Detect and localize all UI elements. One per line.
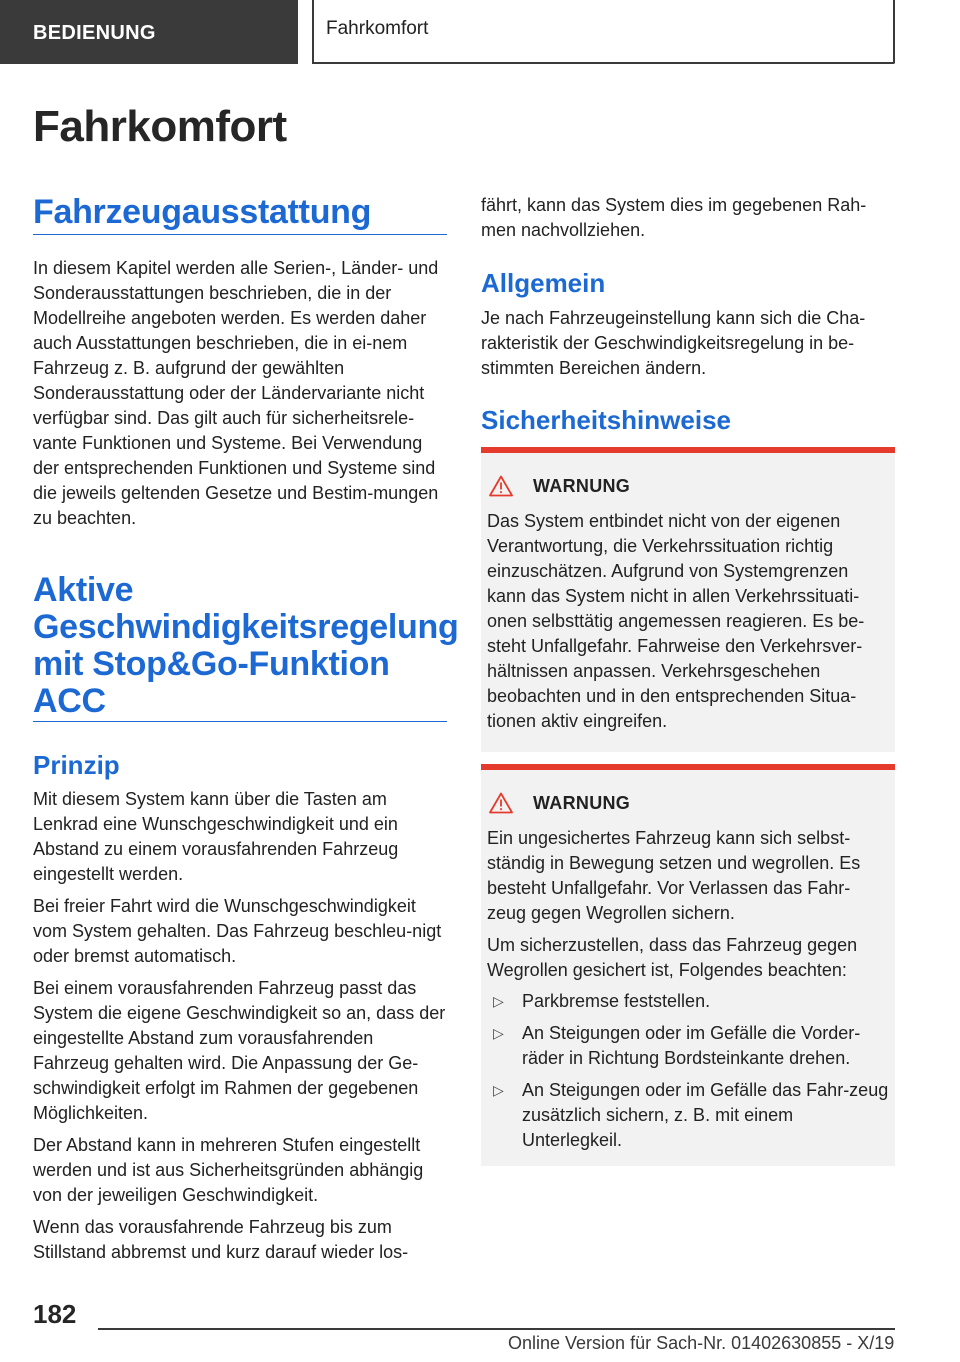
footer-online-version: Online Version für Sach-Nr. 01402630855 - X/19 <box>508 1333 895 1353</box>
header-section-label: BEDIENUNG <box>33 22 156 44</box>
warning-title: WARNUNG <box>533 792 631 813</box>
heading-sicherheitshinweise: Sicherheitshinweise <box>481 405 731 435</box>
heading-rule <box>33 234 447 235</box>
paragraph-prinzip-4: Der Abstand kann in mehreren Stufen eingestellt werden und ist aus Sicherheitsgründen abhängig von der jeweiligen Geschwindigkeit. <box>33 1135 424 1205</box>
heading-rule <box>33 721 447 722</box>
warning-text: Das System entbindet nicht von der eigenen Verantwortung, die Verkehrssituation richtig einzuschätzen. Aufgrund von Systemgrenzen kann das System nicht in allen Verkehrssituati-onen selbsttätig angemessen reagieren. Es be-steht Unfallgefahr. Fahrweise den Verkehrsver-hältnissen anpassen. Verkehrsgeschehen beobachten und in den entsprechenden Situa-tionen aktiv eingreifen. <box>487 511 865 731</box>
header-chapter-tab <box>312 0 895 64</box>
warning-triangle-icon <box>489 475 513 497</box>
bullet-triangle-icon: ▷ <box>493 1025 504 1041</box>
bullet-triangle-icon: ▷ <box>493 1082 504 1098</box>
list-item-text: An Steigungen oder im Gefälle das Fahr-zeug zusätzlich sichern, z. B. mit einem Unterlegkeil. <box>522 1080 889 1150</box>
paragraph-prinzip-2: Bei freier Fahrt wird die Wunschgeschwindigkeit vom System gehalten. Das Fahrzeug beschleu-nigt oder bremst automatisch. <box>33 896 442 966</box>
warning-text-2: Um sicherzustellen, dass das Fahrzeug gegen Wegrollen gesichert ist, Folgendes beachten: <box>487 935 858 980</box>
header-chapter-label: Fahrkomfort <box>326 18 429 39</box>
warning-triangle-icon <box>489 792 513 814</box>
paragraph-continued: fährt, kann das System dies im gegebenen Rah-men nachvollziehen. <box>481 195 867 240</box>
footer-rule <box>98 1328 895 1330</box>
page-number: 182 <box>33 1299 77 1329</box>
warning-text-1: Ein ungesichertes Fahrzeug kann sich selbst-ständig in Bewegung setzen und wegrollen. Es besteht Unfallgefahr. Vor Verlassen das Fahr-zeug gegen Wegrollen sichern. <box>487 828 861 923</box>
heading-prinzip: Prinzip <box>33 750 120 780</box>
paragraph-prinzip-3: Bei einem vorausfahrenden Fahrzeug passt das System die eigene Geschwindigkeit so an, dass der eingestellte Abstand zum vorausfahrenden Fahrzeug gehalten wird. Die Anpassung der Ge-schwindigkeit erfolgt im Rahmen der gegebenen Möglichkeiten. <box>33 978 446 1123</box>
warning-title: WARNUNG <box>533 475 631 496</box>
paragraph-prinzip-5: Wenn das vorausfahrende Fahrzeug bis zum Stillstand abbremst und kurz darauf wieder los- <box>33 1217 409 1262</box>
paragraph-ausstattung: In diesem Kapitel werden alle Serien-, Länder- und Sonderausstattungen beschrieben, die in der Modellreihe angeboten werden. Es werden daher auch Ausstattungen beschrieben, die in ei-nem Fahrzeug z. B. aufgrund der gewählten Sonderausstattung oder der Ländervariante nicht verfügbar sind. Das gilt auch für sicherheitsrele-vante Funktionen und Systeme. Bei Verwendung der entsprechenden Funktionen und Systeme sind die jeweils geltenden Gesetze und Bestim-mungen zu beachten. <box>33 258 439 528</box>
list-item-text: An Steigungen oder im Gefälle die Vorder-räder in Richtung Bordsteinkante drehen. <box>522 1023 861 1068</box>
warning-header <box>489 473 630 499</box>
warning-box-1 <box>481 447 895 752</box>
bullet-triangle-icon: ▷ <box>493 993 504 1009</box>
page-title: Fahrkomfort <box>33 102 287 151</box>
paragraph-prinzip-1: Mit diesem System kann über die Tasten am Lenkrad eine Wunschgeschwindigkeit und ein Abstand zu einem vorausfahrenden Fahrzeug eingestellt werden. <box>33 789 399 884</box>
warning-header <box>489 790 630 816</box>
warning-box-2 <box>481 764 895 1166</box>
paragraph-allgemein: Je nach Fahrzeugeinstellung kann sich die Cha-rakteristik der Geschwindigkeitsregelung in be-stimmten Bereichen ändern. <box>481 308 866 378</box>
list-item-text: Parkbremse feststellen. <box>522 991 711 1011</box>
heading-acc: Aktive Geschwindigkeitsregelung mit Stop&Go-Funktion ACC <box>33 571 459 720</box>
header-section-tab <box>0 0 298 64</box>
heading-allgemein: Allgemein <box>481 268 606 298</box>
heading-fahrzeugausstattung: Fahrzeugausstattung <box>33 193 372 231</box>
